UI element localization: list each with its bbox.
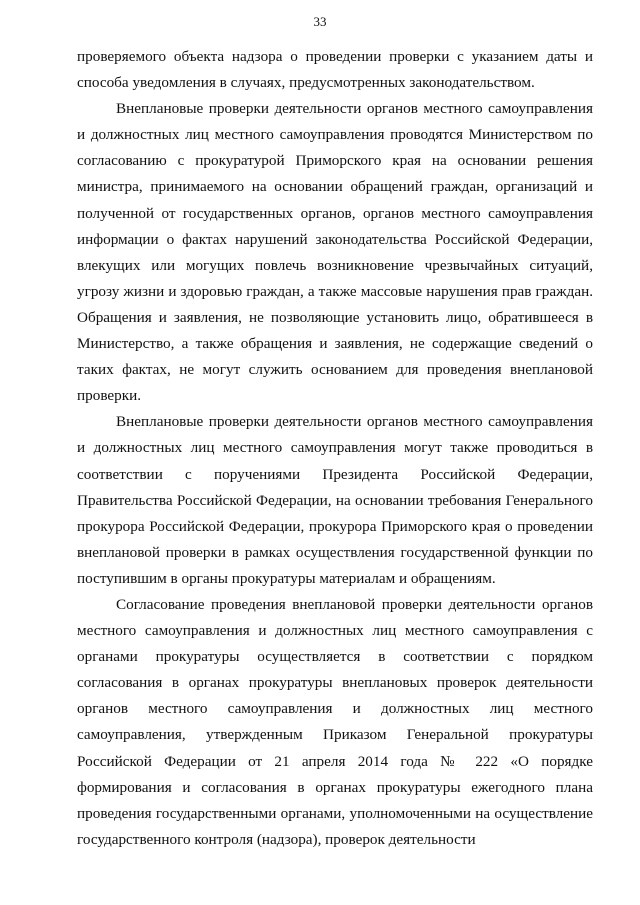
paragraph-continuation: проверяемого объекта надзора о проведении проверки с указанием даты и способа уведомления в случаях, предусмотренных законодательством. — [77, 48, 593, 92]
paragraph-unscheduled-inspections: Внеплановые проверки деятельности органов местного самоуправления и должностных лиц местного самоуправления проводятся Министерством по согласованию с прокуратурой Приморского края на основании решения министра, принимаемого на основании обращений граждан, организаций и полученной от государственных органов, органов местного самоуправления информации о фактах нарушений законодательства Российской Федерации, влекущих или могущих повлечь возникновение чрезвычайных ситуаций, угрозу жизни и здоровью граждан, а также массовые нарушения прав граждан. Обращения и заявления, не позволяющие установить лицо, обратившееся в Министерство, а также обращения и заявления, не содержащие сведений о таких фактах, не могут служить основанием для проведения внеплановой проверки. — [77, 100, 593, 405]
paragraph-prosecutor-approval: Согласование проведения внеплановой проверки деятельности органов местного самоуправления и должностных лиц местного самоуправления с органами прокуратуры осуществляется в соответствии с порядком согласования в органах прокуратуры внеплановых проверок деятельности органов местного самоуправления и должностных лиц местного самоуправления, утвержденным Приказом Генеральной прокуратуры Российской Федерации от 21 апреля 2014 года № 222 «О порядке формирования и согласования в органах прокуратуры ежегодного плана проведения государственными органами, уполномоченными на осуществление государственного контроля (надзора), проверок деятельности — [77, 595, 593, 848]
paragraph-additional-grounds: Внеплановые проверки деятельности органов местного самоуправления и должностных лиц местного самоуправления могут также проводиться в соответствии с поручениями Президента Российской Федерации, Правительства Российской Федерации, на основании требования Генерального прокурора Российской Федерации, прокурора Приморского края о проведении внеплановой проверки в рамках осуществления государственной функции по поступившим в органы прокуратуры материалам и обращениям. — [77, 413, 593, 587]
page-number: 33 — [313, 14, 327, 29]
document-body — [77, 44, 593, 853]
